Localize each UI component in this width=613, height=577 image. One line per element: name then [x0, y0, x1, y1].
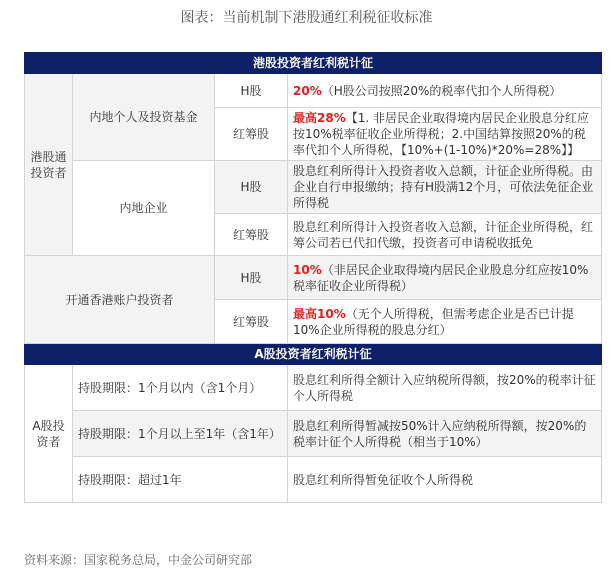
tax-rate-highlight: 20% — [293, 83, 322, 98]
holding-period-cell: 持股期限：超过1年 — [73, 457, 288, 503]
tax-description-cell — [288, 108, 602, 161]
share-type-cell: H股 — [215, 74, 288, 108]
share-type-cell: 红筹股 — [215, 108, 288, 161]
tax-description-cell — [288, 74, 602, 108]
holding-period-cell: 持股期限：1个月以上至1年（含1年） — [73, 411, 288, 457]
hk-section-header-row — [25, 53, 602, 74]
tax-table — [24, 52, 602, 503]
a-section-header: A股投资者红利税计征 — [25, 344, 602, 365]
tax-description-cell — [288, 300, 602, 344]
tax-rate-highlight: 最高28% — [293, 111, 346, 125]
table-row — [25, 411, 602, 457]
share-type-cell: 红筹股 — [215, 214, 288, 256]
table-row — [25, 161, 602, 214]
share-type-cell: H股 — [215, 256, 288, 300]
enterprise-investor-label: 内地企业 — [73, 161, 215, 256]
table-row — [25, 365, 602, 411]
table-row — [25, 74, 602, 108]
holding-period-cell: 持股期限：1个月以内（含1个月） — [73, 365, 288, 411]
tax-rate-highlight: 最高10% — [293, 306, 346, 321]
individual-investor-label: 内地个人及投资基金 — [73, 74, 215, 161]
hk-group-label: 港股通投资者 — [25, 74, 73, 256]
tax-rate-highlight: 10% — [293, 262, 322, 277]
tax-description-text: （无个人所得税，但需考虑企业是否已计提10%企业所得税的股息分红） — [293, 306, 574, 337]
table-row — [25, 256, 602, 300]
source-note: 资料来源：国家税务总局，中金公司研究部 — [24, 553, 253, 567]
chart-title: 图表：当前机制下港股通红利税征收标准 — [180, 10, 433, 26]
tax-description-cell — [288, 256, 602, 300]
hk-account-investor-label: 开通香港账户投资者 — [25, 256, 215, 344]
tax-description-text: 【1. 非居民企业取得境内居民企业股息分红应按10%税率征收企业所得税；2.中国结算按照20%的税率代扣个人所得税，【10%+(1-10%)*20%=28%】】 — [293, 111, 589, 157]
a-section-header-row — [25, 344, 602, 365]
table-row — [25, 457, 602, 503]
hk-section-header: 港股投资者红利税计征 — [25, 53, 602, 74]
a-group-label: A股投资者 — [25, 365, 73, 503]
tax-description-cell: 股息红利所得计入投资者收入总额，计征企业所得税，红筹公司若已代扣代缴，投资者可申请税收抵免 — [288, 214, 602, 256]
share-type-cell: H股 — [215, 161, 288, 214]
tax-description-text: （非居民企业取得境内居民企业股息分红应按10%税率征收企业所得税） — [293, 262, 589, 293]
tax-description-cell: 股息红利所得暂减按50%计入应纳税所得额，按20%的税率计征个人所得税（相当于10%） — [288, 411, 602, 457]
share-type-cell: 红筹股 — [215, 300, 288, 344]
tax-description-cell: 股息红利所得计入投资者收入总额，计征企业所得税。由企业自行申报缴纳；持有H股满12个月，可依法免征企业所得税 — [288, 161, 602, 214]
tax-description-cell: 股息红利所得全额计入应纳税所得额，按20%的税率计征个人所得税 — [288, 365, 602, 411]
tax-description-cell: 股息红利所得暂免征收个人所得税 — [288, 457, 602, 503]
tax-description-text: （H股公司按照20%的税率代扣个人所得税） — [321, 83, 562, 98]
